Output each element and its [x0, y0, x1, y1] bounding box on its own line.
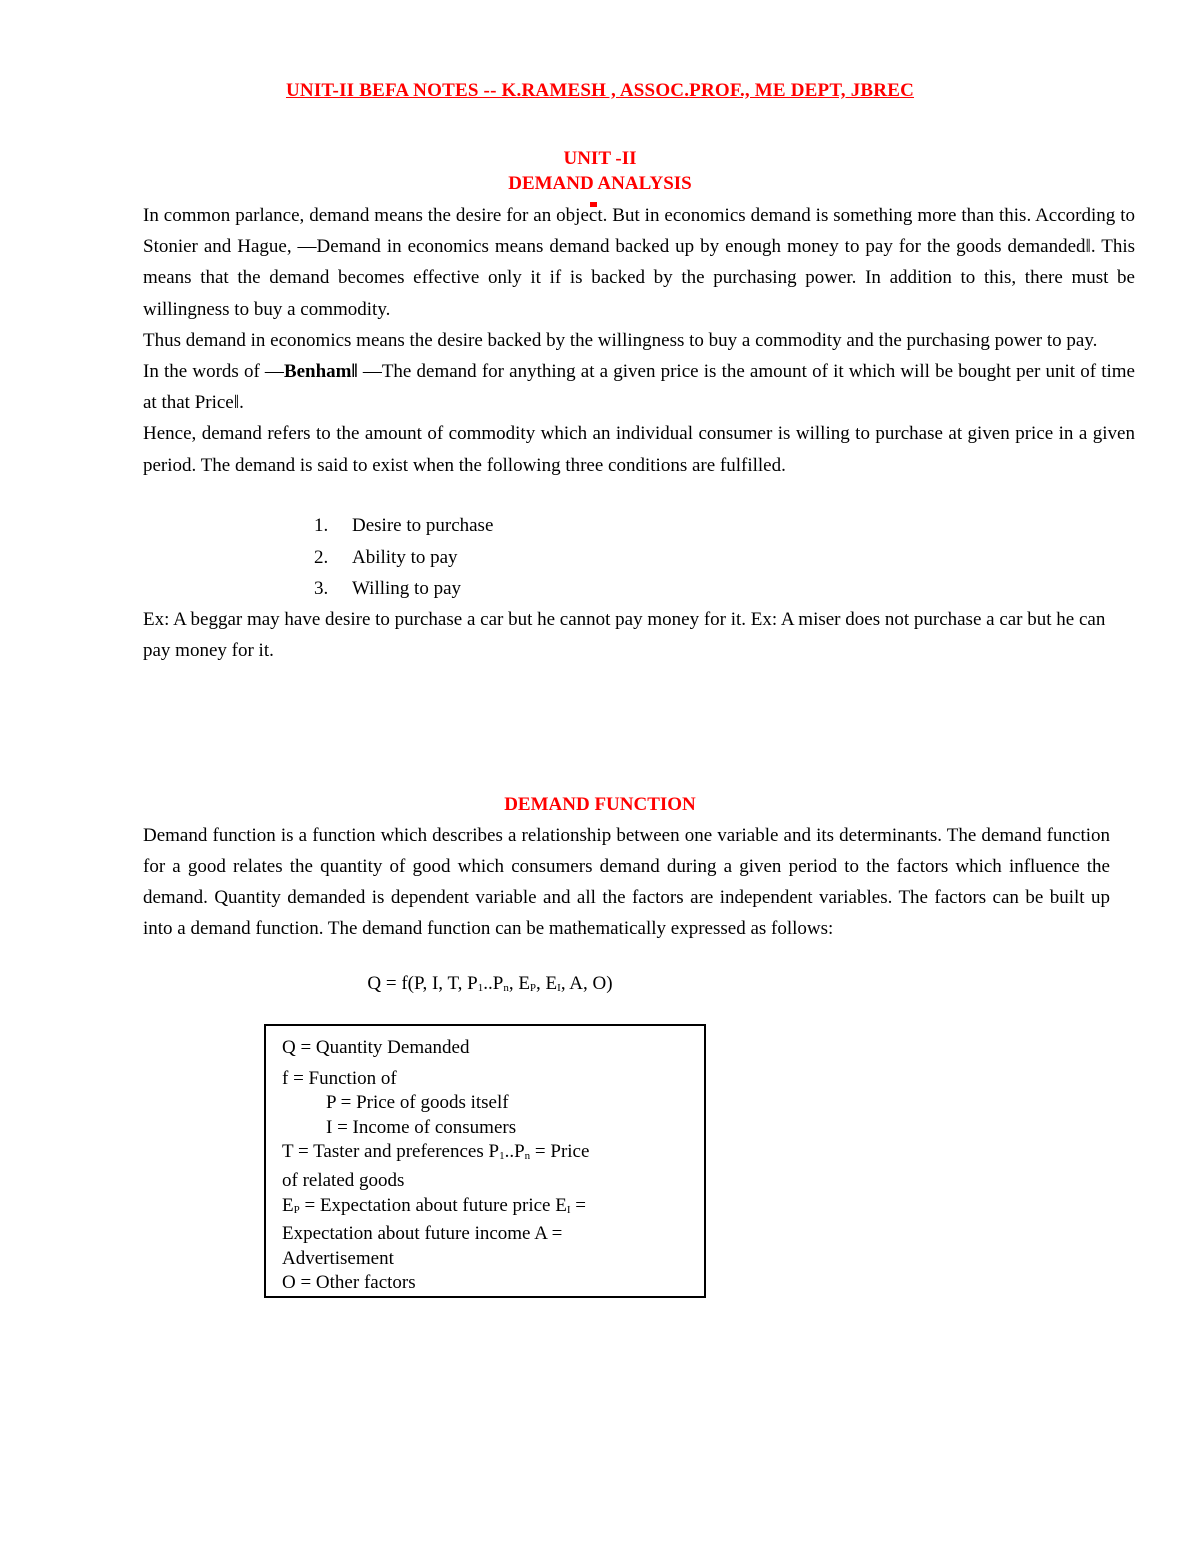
quote-prefix: In the words of ― [143, 361, 284, 383]
paragraph [143, 356, 1135, 418]
paragraph: Thus demand in economics means the desire backed by the willingness to buy a commodity and the purchasing power to pay. [143, 329, 1098, 351]
list-item: 2. Ability to pay [314, 546, 458, 568]
example-paragraph: Ex: A beggar may have desire to purchase a car but he cannot pay money for it. Ex: A miser does not purchase a car but he can pay money for it. [143, 609, 1106, 662]
legend-f: f = Function of [282, 1067, 397, 1089]
legend-t-cont: of related goods [282, 1169, 405, 1191]
demand-function-body: Demand function is a function which describes a relationship between one variable and its determinants. The demand function for a good relates the quantity of good which consumers demand during a given period to the factors which influence the demand. Quantity demanded is dependent variable and all the factors are independent variables. The factors can be built up into a demand function. The demand function can be mathematically expressed as follows: [143, 825, 1110, 939]
legend-i: I = Income of consumers [326, 1116, 517, 1138]
unit-label: UNIT -II [563, 148, 637, 169]
demand-function-formula: Q = f(P, I, T, $P_1..P_n$, $E_P$, $E_I$, A, O) [367, 973, 613, 994]
section-title-demand-function: DEMAND FUNCTION [504, 794, 696, 815]
legend-o: O = Other factors [282, 1272, 416, 1294]
paragraph: Hence, demand refers to the amount of commodity which an individual consumer is willing to purchase at given price in a given period. The demand is said to exist when the following three conditions are fulfilled. [143, 423, 1135, 476]
list-item: 1. Desire to purchase [314, 515, 494, 536]
legend-p: P = Price of goods itself [326, 1092, 509, 1114]
conditions-list [314, 510, 493, 605]
legend-t: T = Taster and preferences $P_1..P_n$ = Price [282, 1141, 590, 1163]
page-header: UNIT-II BEFA NOTES -- K.RAMESH , ASSOC.PROF., ME DEPT, JBREC [285, 80, 914, 101]
quote-text: ―The demand for anything at a given price is the amount of it which will be bought per unit of time at that Price‖. [143, 361, 1135, 414]
legend-q: Q = Quantity Demanded [282, 1037, 470, 1058]
legend-ep: $E_P$ = Expectation about future price $E_I$ = [282, 1194, 586, 1216]
demand-analysis-body [143, 200, 1135, 481]
legend-ei: Expectation about future income A = [282, 1223, 563, 1245]
paragraph: In common parlance, demand means the desire for an object. But in economics demand is something more than this. According to Stonier and Hague, ―Demand in economics means demand backed up by enough money to pay for the goods demanded‖. This means that the demand becomes effective only it if is backed by the purchasing power. In addition to this, there must be willingness to buy a commodity. [143, 205, 1135, 320]
author-name: Benham‖ [283, 361, 358, 383]
section-title-demand-analysis: DEMAND ANALYSIS [508, 173, 692, 194]
legend-a: Advertisement [282, 1247, 394, 1269]
list-item: 3. Willing to pay [314, 578, 461, 599]
variable-legend-box [264, 1024, 706, 1298]
